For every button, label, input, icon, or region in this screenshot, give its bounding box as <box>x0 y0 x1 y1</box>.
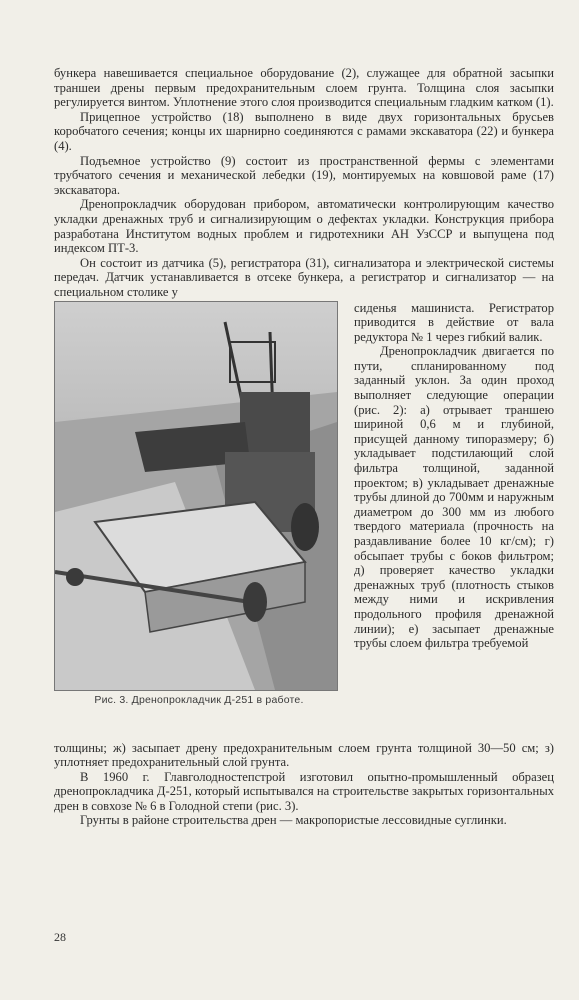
page-number: 28 <box>54 930 66 944</box>
side-text-column <box>354 301 554 651</box>
paragraph: Подъемное устройство (9) состоит из пространственной фермы с элементами трубчатого сечения и механической лебедки (19), монтируемых на ковшовой раме (17) экскаватора. <box>54 153 554 197</box>
machine-photo-illustration <box>55 302 337 690</box>
paragraph: толщины; ж) засыпает дрену предохранительным слоем грунта толщиной 30—50 см; з) уплотняет предохранительный слой грунта. <box>54 740 554 770</box>
figure-caption: Рис. 3. Дренопрокладчик Д-251 в работе. <box>94 693 304 706</box>
paragraph: Прицепное устройство (18) выполнено в виде двух горизонтальных брусьев коробчатого сечения; концы их шарнирно соединяются с рамами экскаватора (22) и бункера (4). <box>54 109 554 153</box>
paragraph: Он состоит из датчика (5), регистратора (31), сигнализатора и электрической системы передач. Датчик устанавливается в отсеке бункера, а регистратор и сигнализатор — на специальном столике у <box>54 255 554 299</box>
machine-photo <box>54 301 338 691</box>
paragraph: бункера навешивается специальное оборудование (2), служащее для обратной засыпки траншеи дрены первым предохранительным слоем грунта. Толщина слоя засыпки регулируется винтом. Уплотнение этого слоя производится специальным гладким катком (1). <box>54 66 554 110</box>
paragraph: Дренопрокладчик оборудован прибором, автоматически контролирующим качество укладки дренажных труб и сигнализирующим о дефектах укладки. Конструкция прибора разработана Институтом водных проблем и гидротехники АН УзССР и выпущена под индексом ПТ-3. <box>54 197 554 256</box>
paragraph: Грунты в районе строительства дрен — макропористые лессовидные суглинки. <box>80 813 507 828</box>
figure-with-side-text <box>54 301 554 741</box>
paragraph: В 1960 г. Главголодностепстрой изготовил опытно-промышленный образец дренопрокладчика Д-251, который испытывался на строительстве закрытых горизонтальных дрен в совхозе № 6 в Голодной степи (рис. 3). <box>54 769 554 813</box>
page-content <box>54 66 554 828</box>
paragraph: сиденья машиниста. Регистратор приводится в действие от вала редуктора № 1 через гибкий валик. <box>354 300 554 344</box>
paragraph: Дренопрокладчик двигается по пути, спланированному под заданный уклон. За один проход выполняет следующие операции (рис. 2): а) отрывает траншею шириной 0,6 м и глубиной, присущей данному типоразмеру; б) укладывает подстилающий слой фильтра толщиной, заданной проектом; в) укладывает дренажные трубы длиной до 700мм и наружным диаметром до 300 мм из любого твердого материала (прочность на раздавливание более 10 кг/см); г) обсыпает трубы с боков фильтром; д) проверяет качество укладки дренажных труб (плотность стыков между ними и искривления продольного профиля дренажной линии); е) засыпает дренажные трубы слоем фильтра требуемой <box>354 344 554 651</box>
